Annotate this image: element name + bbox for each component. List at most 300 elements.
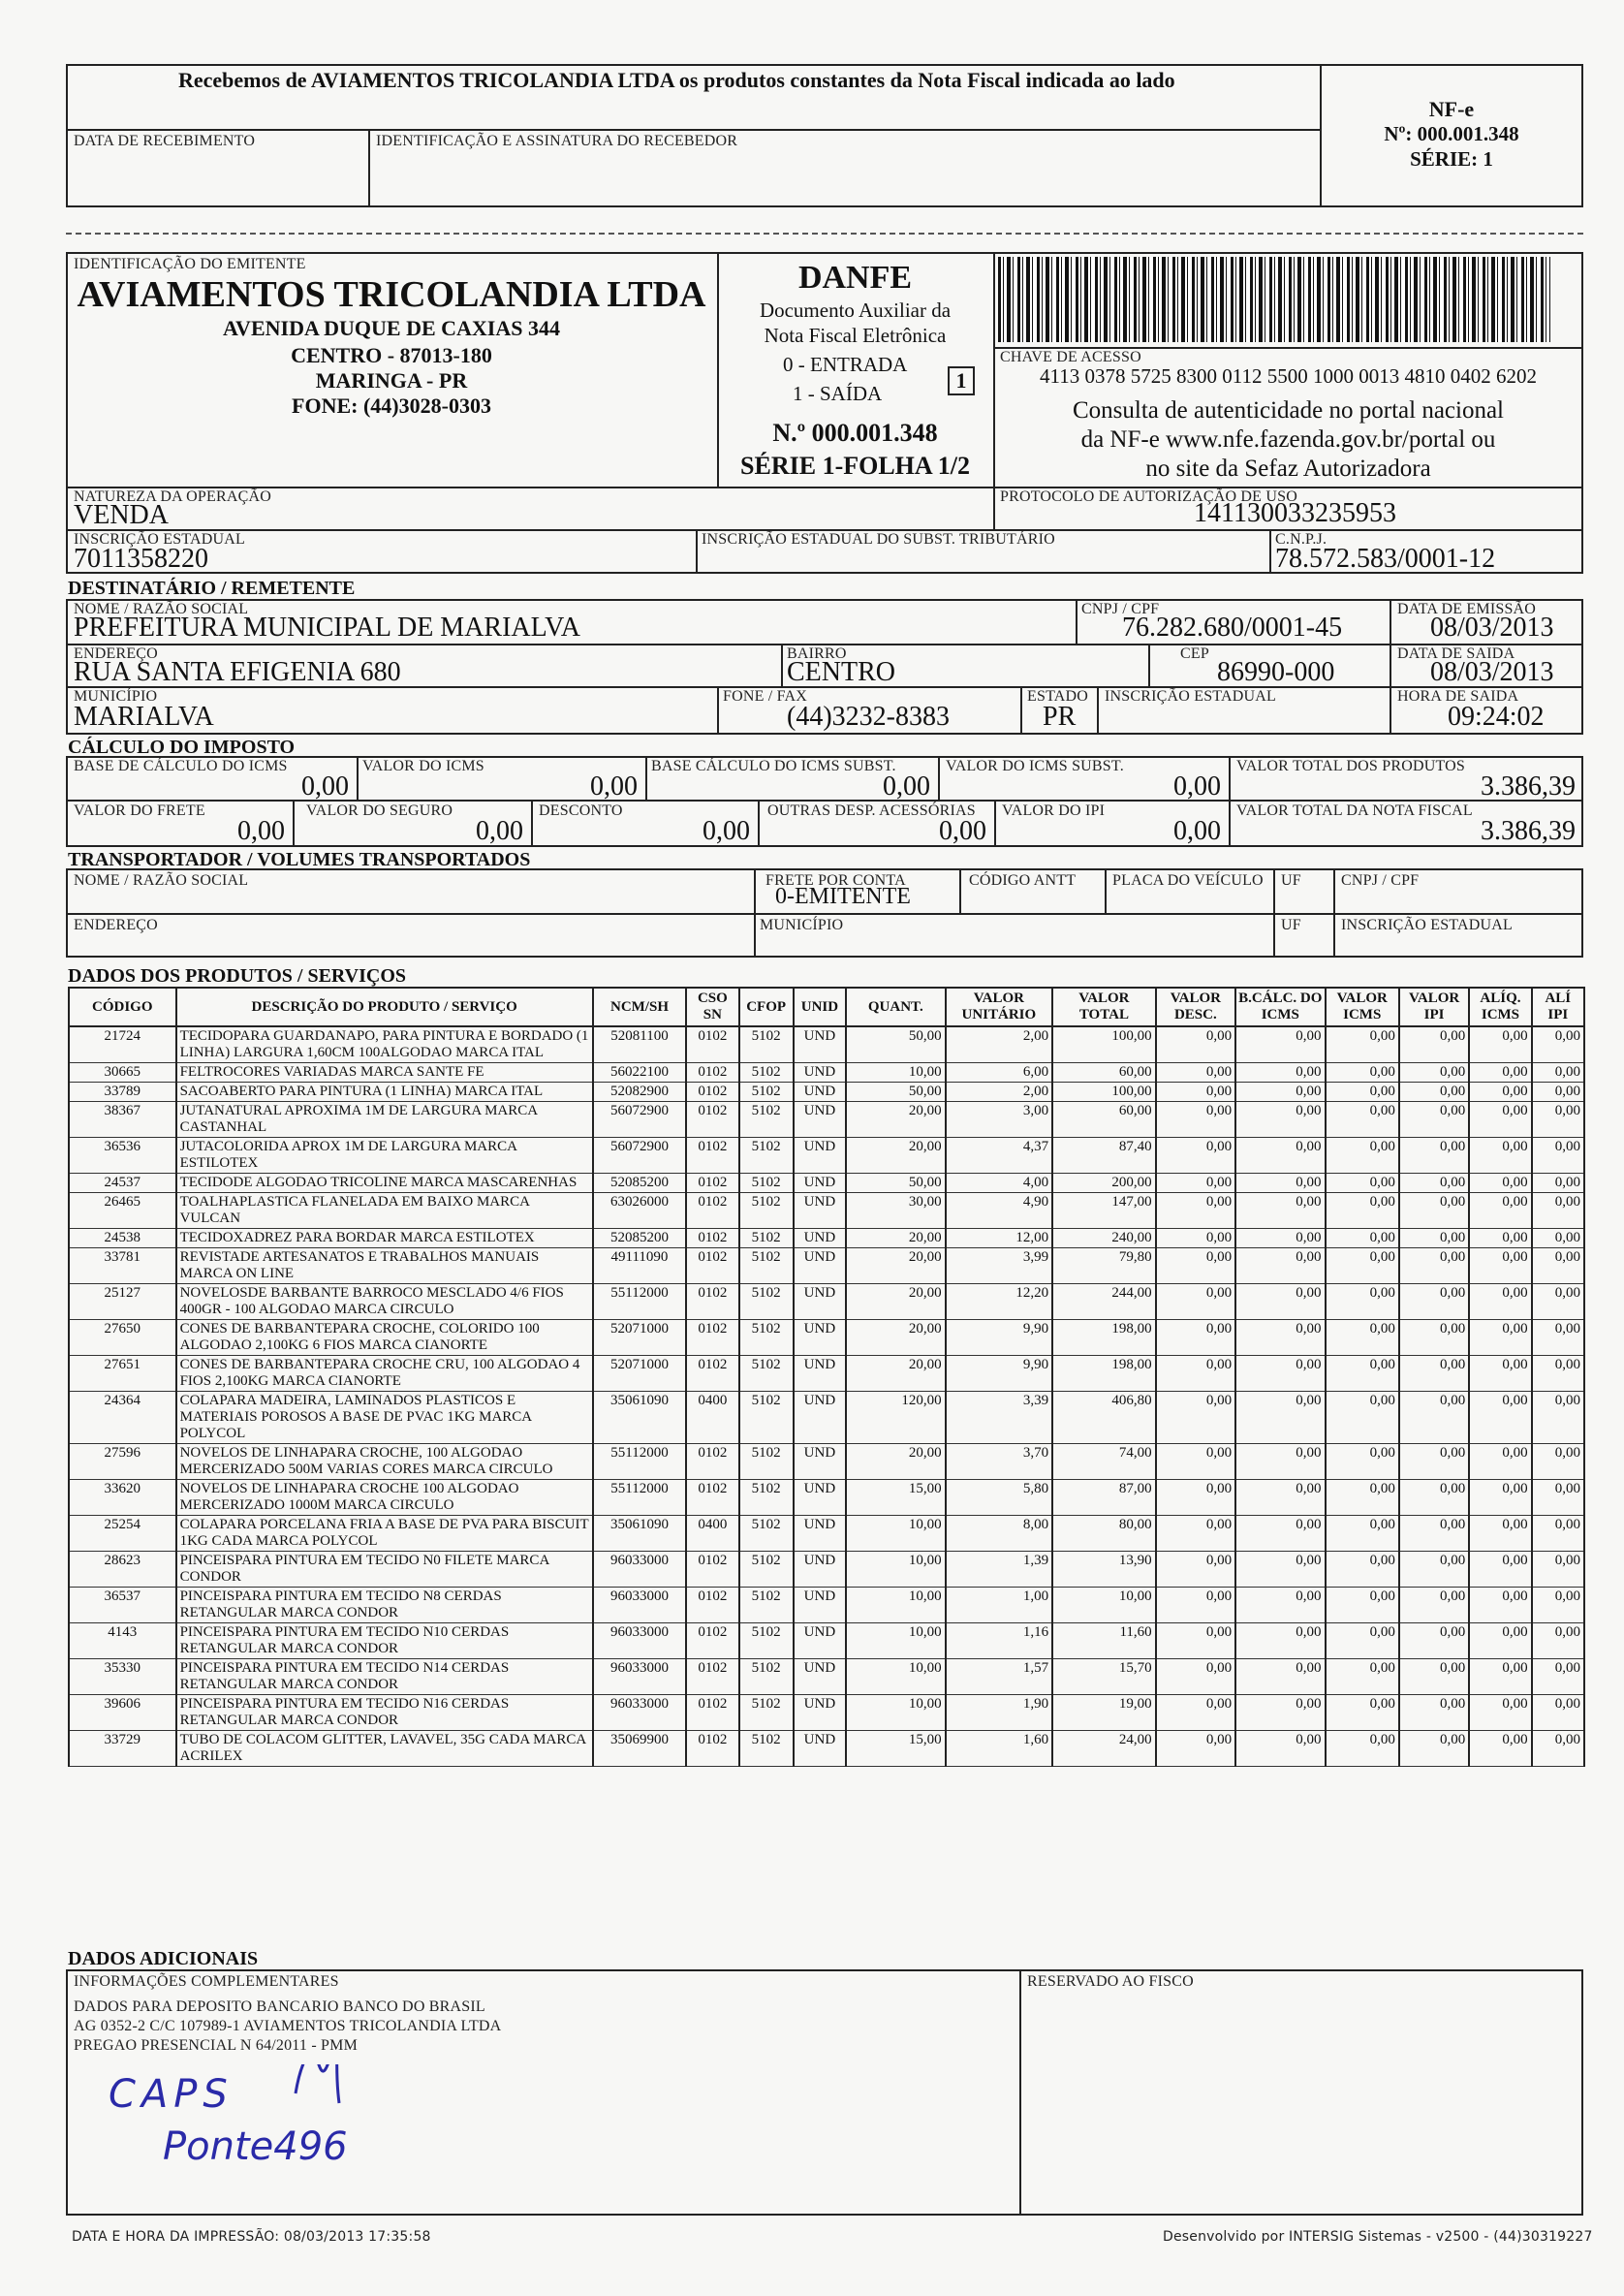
- cell-bcalc-icms: 0,00: [1235, 1193, 1325, 1229]
- transport-uf2-label: UF: [1281, 917, 1301, 933]
- cell-valor-icms: 0,00: [1326, 1229, 1399, 1248]
- cell-aliq-icms: 0,00: [1469, 1102, 1531, 1138]
- cell-valor-icms: 0,00: [1326, 1392, 1399, 1444]
- cell-codigo: 25127: [69, 1284, 176, 1320]
- cell-valor-ipi: 0,00: [1399, 1392, 1469, 1444]
- cell-valor-ipi: 0,00: [1399, 1444, 1469, 1480]
- cell-valor-desc: 0,00: [1156, 1392, 1235, 1444]
- cell-valor-unitario: 2,00: [946, 1026, 1053, 1063]
- cell-valor-desc: 0,00: [1156, 1516, 1235, 1552]
- cell-aliq-ipi: 0,00: [1532, 1248, 1584, 1284]
- cell-valor-desc: 0,00: [1156, 1552, 1235, 1588]
- emitter-city: MARINGA - PR: [315, 368, 468, 393]
- cell-valor-total: 406,80: [1052, 1392, 1156, 1444]
- products-table: [68, 987, 1585, 1767]
- cell-valor-desc: 0,00: [1156, 1588, 1235, 1623]
- cell-unid: UND: [794, 1356, 846, 1392]
- cell-valor-desc: 0,00: [1156, 1356, 1235, 1392]
- cell-quant: 10,00: [846, 1623, 946, 1659]
- cell-aliq-icms: 0,00: [1469, 1138, 1531, 1174]
- base-icms-label: BASE DE CÁLCULO DO ICMS: [74, 758, 288, 774]
- cell-quant: 20,00: [846, 1229, 946, 1248]
- cell-valor-total: 19,00: [1052, 1695, 1156, 1731]
- products-body: [69, 1026, 1584, 1767]
- cell-ncm: 52071000: [593, 1356, 686, 1392]
- cell-valor-ipi: 0,00: [1399, 1102, 1469, 1138]
- cell-valor-icms: 0,00: [1326, 1193, 1399, 1229]
- transport-freight: 0-EMITENTE: [775, 884, 911, 909]
- table-row: [69, 1552, 1584, 1588]
- danfe-type-box: 1: [948, 366, 975, 395]
- cell-cso: 0102: [686, 1026, 738, 1063]
- insurance-value: 0,00: [476, 816, 523, 846]
- cell-quant: 15,00: [846, 1480, 946, 1516]
- receipt-header: Recebemos de AVIAMENTOS TRICOLANDIA LTDA os produtos constantes da Nota Fiscal indicada ao lado: [178, 68, 1175, 92]
- cell-codigo: 28623: [69, 1552, 176, 1588]
- cell-bcalc-icms: 0,00: [1235, 1174, 1325, 1193]
- cell-valor-icms: 0,00: [1326, 1284, 1399, 1320]
- table-row: [69, 1174, 1584, 1193]
- cell-descricao: TOALHAPLASTICA FLANELADA EM BAIXO MARCA VULCAN: [176, 1193, 593, 1229]
- table-row: [69, 1083, 1584, 1102]
- cell-valor-desc: 0,00: [1156, 1193, 1235, 1229]
- col-header-cfop: CFOP: [739, 988, 794, 1026]
- icms-label: VALOR DO ICMS: [362, 758, 484, 774]
- cell-codigo: 36536: [69, 1138, 176, 1174]
- cell-cso: 0102: [686, 1248, 738, 1284]
- cell-valor-total: 24,00: [1052, 1731, 1156, 1767]
- table-row: [69, 1063, 1584, 1083]
- cell-valor-unitario: 1,90: [946, 1695, 1053, 1731]
- cell-valor-total: 87,40: [1052, 1138, 1156, 1174]
- cell-aliq-icms: 0,00: [1469, 1320, 1531, 1356]
- cell-valor-icms: 0,00: [1326, 1174, 1399, 1193]
- cell-codigo: 27596: [69, 1444, 176, 1480]
- cell-aliq-icms: 0,00: [1469, 1229, 1531, 1248]
- cell-cso: 0400: [686, 1392, 738, 1444]
- info-line1: DADOS PARA DEPOSITO BANCARIO BANCO DO BRASIL: [74, 1998, 485, 2015]
- cell-valor-icms: 0,00: [1326, 1516, 1399, 1552]
- cell-valor-ipi: 0,00: [1399, 1480, 1469, 1516]
- cell-bcalc-icms: 0,00: [1235, 1392, 1325, 1444]
- cell-unid: UND: [794, 1102, 846, 1138]
- cell-quant: 10,00: [846, 1695, 946, 1731]
- cell-unid: UND: [794, 1248, 846, 1284]
- cell-cfop: 5102: [739, 1623, 794, 1659]
- cell-valor-ipi: 0,00: [1399, 1516, 1469, 1552]
- cell-valor-unitario: 4,00: [946, 1174, 1053, 1193]
- cell-valor-icms: 0,00: [1326, 1356, 1399, 1392]
- total-nf-label: VALOR TOTAL DA NOTA FISCAL: [1236, 802, 1473, 819]
- cell-aliq-icms: 0,00: [1469, 1248, 1531, 1284]
- cell-ncm: 35061090: [593, 1516, 686, 1552]
- cell-cso: 0400: [686, 1516, 738, 1552]
- cell-descricao: NOVELOSDE BARBANTE BARROCO MESCLADO 4/6 FIOS 400GR - 100 ALGODAO MARCA CIRCULO: [176, 1284, 593, 1320]
- receipt-nfe-serie: SÉRIE: 1: [1410, 147, 1493, 171]
- cell-valor-total: 198,00: [1052, 1320, 1156, 1356]
- cell-codigo: 4143: [69, 1623, 176, 1659]
- danfe-subtitle2: Nota Fiscal Eletrônica: [764, 324, 947, 347]
- reserved-label: RESERVADO AO FISCO: [1027, 1973, 1194, 1990]
- cell-valor-icms: 0,00: [1326, 1102, 1399, 1138]
- ipi-label: VALOR DO IPI: [1002, 802, 1106, 819]
- icms-value: 0,00: [590, 771, 638, 802]
- cell-unid: UND: [794, 1229, 846, 1248]
- cell-cso: 0102: [686, 1731, 738, 1767]
- cell-aliq-ipi: 0,00: [1532, 1026, 1584, 1063]
- cell-valor-icms: 0,00: [1326, 1588, 1399, 1623]
- cell-valor-total: 15,70: [1052, 1659, 1156, 1695]
- cell-ncm: 56022100: [593, 1063, 686, 1083]
- cell-codigo: 33729: [69, 1731, 176, 1767]
- col-header-ncm: NCM/SH: [593, 988, 686, 1026]
- table-row: [69, 1229, 1584, 1248]
- hour-value: 09:24:02: [1448, 702, 1545, 732]
- cell-valor-icms: 0,00: [1326, 1444, 1399, 1480]
- cell-valor-ipi: 0,00: [1399, 1026, 1469, 1063]
- cell-valor-ipi: 0,00: [1399, 1623, 1469, 1659]
- cell-bcalc-icms: 0,00: [1235, 1659, 1325, 1695]
- cell-codigo: 24537: [69, 1174, 176, 1193]
- cell-codigo: 39606: [69, 1695, 176, 1731]
- cell-aliq-icms: 0,00: [1469, 1480, 1531, 1516]
- cell-cfop: 5102: [739, 1083, 794, 1102]
- cell-valor-total: 60,00: [1052, 1063, 1156, 1083]
- recipient-cep: 86990-000: [1217, 657, 1335, 687]
- cell-valor-ipi: 0,00: [1399, 1174, 1469, 1193]
- transport-address-label: ENDEREÇO: [74, 917, 158, 933]
- cell-bcalc-icms: 0,00: [1235, 1026, 1325, 1063]
- cell-bcalc-icms: 0,00: [1235, 1356, 1325, 1392]
- access-key-barcode: [998, 257, 1550, 342]
- cell-aliq-ipi: 0,00: [1532, 1229, 1584, 1248]
- cell-aliq-icms: 0,00: [1469, 1695, 1531, 1731]
- cell-bcalc-icms: 0,00: [1235, 1138, 1325, 1174]
- recipient-phone: (44)3232-8383: [787, 702, 950, 732]
- freight-value: 0,00: [237, 816, 285, 846]
- cell-bcalc-icms: 0,00: [1235, 1083, 1325, 1102]
- cell-descricao: COLAPARA PORCELANA FRIA A BASE DE PVA PARA BISCUIT 1KG CADA MARCA POLYCOL: [176, 1516, 593, 1552]
- col-header-valor-desc: VALOR DESC.: [1156, 988, 1235, 1026]
- cell-valor-total: 11,60: [1052, 1623, 1156, 1659]
- cell-codigo: 30665: [69, 1063, 176, 1083]
- cell-valor-ipi: 0,00: [1399, 1731, 1469, 1767]
- cell-valor-icms: 0,00: [1326, 1248, 1399, 1284]
- hour-label: HORA DE SAIDA: [1397, 688, 1519, 705]
- footer-printed: DATA E HORA DA IMPRESSÃO: 08/03/2013 17:35:58: [72, 2229, 431, 2245]
- cell-quant: 20,00: [846, 1356, 946, 1392]
- cell-ncm: 49111090: [593, 1248, 686, 1284]
- cell-valor-icms: 0,00: [1326, 1552, 1399, 1588]
- cell-quant: 50,00: [846, 1174, 946, 1193]
- cell-valor-ipi: 0,00: [1399, 1588, 1469, 1623]
- cell-codigo: 27650: [69, 1320, 176, 1356]
- cell-descricao: FELTROCORES VARIADAS MARCA SANTE FE: [176, 1063, 593, 1083]
- transport-section: TRANSPORTADOR / VOLUMES TRANSPORTADOS: [68, 849, 531, 870]
- cell-aliq-icms: 0,00: [1469, 1392, 1531, 1444]
- cell-valor-ipi: 0,00: [1399, 1356, 1469, 1392]
- cell-aliq-ipi: 0,00: [1532, 1392, 1584, 1444]
- ie-label: INSCRIÇÃO ESTADUAL: [74, 531, 245, 548]
- cell-cfop: 5102: [739, 1731, 794, 1767]
- cell-descricao: PINCEISPARA PINTURA EM TECIDO N16 CERDAS RETANGULAR MARCA CONDOR: [176, 1695, 593, 1731]
- cell-codigo: 24364: [69, 1392, 176, 1444]
- col-header-aliq-ipi: ALÍ IPI: [1532, 988, 1584, 1026]
- col-header-aliq-icms: ALÍQ. ICMS: [1469, 988, 1531, 1026]
- cell-quant: 10,00: [846, 1588, 946, 1623]
- cell-valor-total: 244,00: [1052, 1284, 1156, 1320]
- transport-ie-label: INSCRIÇÃO ESTADUAL: [1341, 917, 1513, 933]
- cell-aliq-icms: 0,00: [1469, 1659, 1531, 1695]
- cell-cfop: 5102: [739, 1444, 794, 1480]
- cell-unid: UND: [794, 1138, 846, 1174]
- cell-cfop: 5102: [739, 1102, 794, 1138]
- danfe-number: N.º 000.001.348: [772, 419, 938, 447]
- danfe-saida: 1 - SAÍDA: [793, 382, 883, 405]
- cell-valor-unitario: 3,00: [946, 1102, 1053, 1138]
- cell-valor-unitario: 3,99: [946, 1248, 1053, 1284]
- cell-valor-unitario: 6,00: [946, 1063, 1053, 1083]
- cell-valor-total: 240,00: [1052, 1229, 1156, 1248]
- cell-valor-unitario: 1,00: [946, 1588, 1053, 1623]
- cell-aliq-icms: 0,00: [1469, 1174, 1531, 1193]
- cell-ncm: 96033000: [593, 1588, 686, 1623]
- col-header-descricao: DESCRIÇÃO DO PRODUTO / SERVIÇO: [176, 988, 593, 1026]
- cell-aliq-ipi: 0,00: [1532, 1695, 1584, 1731]
- tax-section: CÁLCULO DO IMPOSTO: [68, 737, 296, 758]
- cell-valor-total: 100,00: [1052, 1026, 1156, 1063]
- table-row: [69, 1392, 1584, 1444]
- cell-valor-total: 80,00: [1052, 1516, 1156, 1552]
- cell-cfop: 5102: [739, 1174, 794, 1193]
- cell-quant: 20,00: [846, 1444, 946, 1480]
- cell-cso: 0102: [686, 1320, 738, 1356]
- cell-valor-desc: 0,00: [1156, 1248, 1235, 1284]
- cell-valor-icms: 0,00: [1326, 1731, 1399, 1767]
- cell-aliq-icms: 0,00: [1469, 1552, 1531, 1588]
- table-row: [69, 1026, 1584, 1063]
- cell-descricao: PINCEISPARA PINTURA EM TECIDO N8 CERDAS RETANGULAR MARCA CONDOR: [176, 1588, 593, 1623]
- cell-descricao: COLAPARA MADEIRA, LAMINADOS PLASTICOS E MATERIAIS POROSOS A BASE DE PVAC 1KG MARCA POLYCOL: [176, 1392, 593, 1444]
- cell-valor-total: 200,00: [1052, 1174, 1156, 1193]
- cell-unid: UND: [794, 1552, 846, 1588]
- cell-aliq-icms: 0,00: [1469, 1063, 1531, 1083]
- receipt-nfe-number: Nº: 000.001.348: [1384, 122, 1519, 145]
- cell-unid: UND: [794, 1174, 846, 1193]
- cell-ncm: 55112000: [593, 1444, 686, 1480]
- insurance-label: VALOR DO SEGURO: [306, 802, 453, 819]
- cell-cso: 0102: [686, 1138, 738, 1174]
- cell-cfop: 5102: [739, 1063, 794, 1083]
- cell-cso: 0102: [686, 1174, 738, 1193]
- icms-subst-label: VALOR DO ICMS SUBST.: [946, 758, 1124, 774]
- emitter-phone: FONE: (44)3028-0303: [292, 393, 491, 418]
- cell-aliq-icms: 0,00: [1469, 1623, 1531, 1659]
- cell-cso: 0102: [686, 1588, 738, 1623]
- cell-aliq-icms: 0,00: [1469, 1516, 1531, 1552]
- cell-codigo: 33620: [69, 1480, 176, 1516]
- col-header-valor-icms: VALOR ICMS: [1326, 988, 1399, 1026]
- cell-aliq-ipi: 0,00: [1532, 1102, 1584, 1138]
- cell-quant: 20,00: [846, 1102, 946, 1138]
- products-section: DADOS DOS PRODUTOS / SERVIÇOS: [68, 965, 407, 987]
- cell-cfop: 5102: [739, 1284, 794, 1320]
- cell-valor-ipi: 0,00: [1399, 1659, 1469, 1695]
- cell-unid: UND: [794, 1516, 846, 1552]
- cell-ncm: 55112000: [593, 1480, 686, 1516]
- cell-quant: 20,00: [846, 1138, 946, 1174]
- discount-value: 0,00: [703, 816, 750, 846]
- cell-unid: UND: [794, 1026, 846, 1063]
- cell-valor-desc: 0,00: [1156, 1102, 1235, 1138]
- table-row: [69, 1731, 1584, 1767]
- recipient-name: PREFEITURA MUNICIPAL DE MARIALVA: [74, 613, 581, 643]
- cell-descricao: TECIDOPARA GUARDANAPO, PARA PINTURA E BORDADO (1 LINHA) LARGURA 1,60CM 100ALGODAO MARCA ITAL: [176, 1026, 593, 1063]
- cell-aliq-ipi: 0,00: [1532, 1659, 1584, 1695]
- cell-aliq-ipi: 0,00: [1532, 1480, 1584, 1516]
- cell-unid: UND: [794, 1392, 846, 1444]
- cell-valor-unitario: 1,39: [946, 1552, 1053, 1588]
- cell-valor-total: 13,90: [1052, 1552, 1156, 1588]
- cell-quant: 10,00: [846, 1516, 946, 1552]
- cell-aliq-ipi: 0,00: [1532, 1516, 1584, 1552]
- cell-aliq-ipi: 0,00: [1532, 1284, 1584, 1320]
- cell-cfop: 5102: [739, 1695, 794, 1731]
- access-key: 4113 0378 5725 8300 0112 5500 1000 0013 4810 0402 6202: [1040, 364, 1537, 388]
- handwriting-ponte: Ponte496: [163, 2124, 348, 2169]
- cell-valor-total: 100,00: [1052, 1083, 1156, 1102]
- cell-cso: 0102: [686, 1284, 738, 1320]
- cell-valor-icms: 0,00: [1326, 1063, 1399, 1083]
- cell-valor-unitario: 12,20: [946, 1284, 1053, 1320]
- cell-quant: 15,00: [846, 1731, 946, 1767]
- base-subst-label: BASE CÁLCULO DO ICMS SUBST.: [651, 758, 896, 774]
- emitter-name: AVIAMENTOS TRICOLANDIA LTDA: [77, 274, 706, 315]
- transport-uf-label: UF: [1281, 872, 1301, 889]
- col-header-codigo: CÓDIGO: [69, 988, 176, 1026]
- cell-cfop: 5102: [739, 1320, 794, 1356]
- cell-cfop: 5102: [739, 1356, 794, 1392]
- cell-valor-desc: 0,00: [1156, 1320, 1235, 1356]
- table-row: [69, 1138, 1584, 1174]
- cell-aliq-icms: 0,00: [1469, 1444, 1531, 1480]
- cell-valor-desc: 0,00: [1156, 1695, 1235, 1731]
- cell-valor-desc: 0,00: [1156, 1083, 1235, 1102]
- emitter-cnpj-value: 78.572.583/0001-12: [1275, 544, 1496, 574]
- recipient-address: RUA SANTA EFIGENIA 680: [74, 657, 401, 687]
- cell-valor-ipi: 0,00: [1399, 1063, 1469, 1083]
- col-header-valor-unitario: VALOR UNITÁRIO: [946, 988, 1053, 1026]
- cell-descricao: CONES DE BARBANTEPARA CROCHE, COLORIDO 100 ALGODAO 2,100KG 6 FIOS MARCA CIANORTE: [176, 1320, 593, 1356]
- cell-descricao: PINCEISPARA PINTURA EM TECIDO N14 CERDAS RETANGULAR MARCA CONDOR: [176, 1659, 593, 1695]
- cell-valor-unitario: 5,80: [946, 1480, 1053, 1516]
- access-consult3: no site da Sefaz Autorizadora: [1145, 456, 1431, 482]
- danfe-entrada: 0 - ENTRADA: [783, 353, 908, 376]
- cell-quant: 20,00: [846, 1320, 946, 1356]
- other-value: 0,00: [939, 816, 986, 846]
- cell-cso: 0102: [686, 1444, 738, 1480]
- cell-valor-ipi: 0,00: [1399, 1083, 1469, 1102]
- cell-valor-desc: 0,00: [1156, 1731, 1235, 1767]
- cell-aliq-icms: 0,00: [1469, 1284, 1531, 1320]
- cell-quant: 50,00: [846, 1083, 946, 1102]
- cell-cso: 0102: [686, 1356, 738, 1392]
- recipient-ie-label: INSCRIÇÃO ESTADUAL: [1105, 688, 1276, 705]
- cell-quant: 20,00: [846, 1284, 946, 1320]
- cell-ncm: 56072900: [593, 1102, 686, 1138]
- recipient-bairro: CENTRO: [787, 657, 895, 687]
- cell-descricao: CONES DE BARBANTEPARA CROCHE CRU, 100 ALGODAO 4 FIOS 2,100KG MARCA CIANORTE: [176, 1356, 593, 1392]
- cell-aliq-ipi: 0,00: [1532, 1588, 1584, 1623]
- cell-quant: 10,00: [846, 1659, 946, 1695]
- cell-aliq-ipi: 0,00: [1532, 1138, 1584, 1174]
- table-row: [69, 1588, 1584, 1623]
- cell-descricao: TUBO DE COLACOM GLITTER, LAVAVEL, 35G CADA MARCA ACRILEX: [176, 1731, 593, 1767]
- cell-codigo: 26465: [69, 1193, 176, 1229]
- col-header-quant: QUANT.: [846, 988, 946, 1026]
- recipient-name-label: NOME / RAZÃO SOCIAL: [74, 601, 249, 617]
- transport-freight-label: FRETE POR CONTA: [765, 872, 906, 889]
- cell-aliq-icms: 0,00: [1469, 1731, 1531, 1767]
- cell-descricao: SACOABERTO PARA PINTURA (1 LINHA) MARCA ITAL: [176, 1083, 593, 1102]
- recipient-section: DESTINATÁRIO / REMETENTE: [68, 578, 356, 599]
- cell-cfop: 5102: [739, 1588, 794, 1623]
- cell-ncm: 35061090: [593, 1392, 686, 1444]
- cell-valor-icms: 0,00: [1326, 1026, 1399, 1063]
- cell-valor-unitario: 2,00: [946, 1083, 1053, 1102]
- cell-aliq-ipi: 0,00: [1532, 1193, 1584, 1229]
- cell-valor-desc: 0,00: [1156, 1659, 1235, 1695]
- base-icms-value: 0,00: [301, 771, 349, 802]
- cell-valor-desc: 0,00: [1156, 1026, 1235, 1063]
- col-header-cso: CSO SN: [686, 988, 738, 1026]
- recipient-city-label: MUNICÍPIO: [74, 688, 158, 705]
- cell-ncm: 56072900: [593, 1138, 686, 1174]
- table-row: [69, 1320, 1584, 1356]
- cell-ncm: 96033000: [593, 1552, 686, 1588]
- cell-cfop: 5102: [739, 1248, 794, 1284]
- cell-ncm: 52071000: [593, 1320, 686, 1356]
- cell-valor-desc: 0,00: [1156, 1138, 1235, 1174]
- cell-quant: 30,00: [846, 1193, 946, 1229]
- cell-bcalc-icms: 0,00: [1235, 1552, 1325, 1588]
- cell-valor-icms: 0,00: [1326, 1480, 1399, 1516]
- cell-cfop: 5102: [739, 1193, 794, 1229]
- recipient-cnpj-label: CNPJ / CPF: [1081, 601, 1160, 617]
- cell-valor-desc: 0,00: [1156, 1284, 1235, 1320]
- danfe-serie: SÉRIE 1-FOLHA 1/2: [740, 452, 970, 480]
- cell-valor-total: 60,00: [1052, 1102, 1156, 1138]
- cell-unid: UND: [794, 1193, 846, 1229]
- col-header-unid: UNID: [794, 988, 846, 1026]
- ipi-value: 0,00: [1173, 816, 1221, 846]
- cell-descricao: TECIDOXADREZ PARA BORDAR MARCA ESTILOTEX: [176, 1229, 593, 1248]
- cell-valor-icms: 0,00: [1326, 1623, 1399, 1659]
- cell-ncm: 35069900: [593, 1731, 686, 1767]
- cell-aliq-icms: 0,00: [1469, 1356, 1531, 1392]
- cell-descricao: JUTACOLORIDA APROX 1M DE LARGURA MARCA ESTILOTEX: [176, 1138, 593, 1174]
- cell-ncm: 52081100: [593, 1026, 686, 1063]
- nature-label: NATUREZA DA OPERAÇÃO: [74, 488, 272, 505]
- recipient-state: PR: [1043, 702, 1077, 732]
- nature-value: VENDA: [74, 500, 169, 530]
- cell-valor-total: 79,80: [1052, 1248, 1156, 1284]
- info-line2: AG 0352-2 C/C 107989-1 AVIAMENTOS TRICOLANDIA LTDA: [74, 2018, 502, 2034]
- receipt-date-label: DATA DE RECEBIMENTO: [74, 133, 256, 149]
- table-row: [69, 1356, 1584, 1392]
- cell-unid: UND: [794, 1284, 846, 1320]
- emitter-cnpj-label: C.N.P.J.: [1275, 531, 1327, 548]
